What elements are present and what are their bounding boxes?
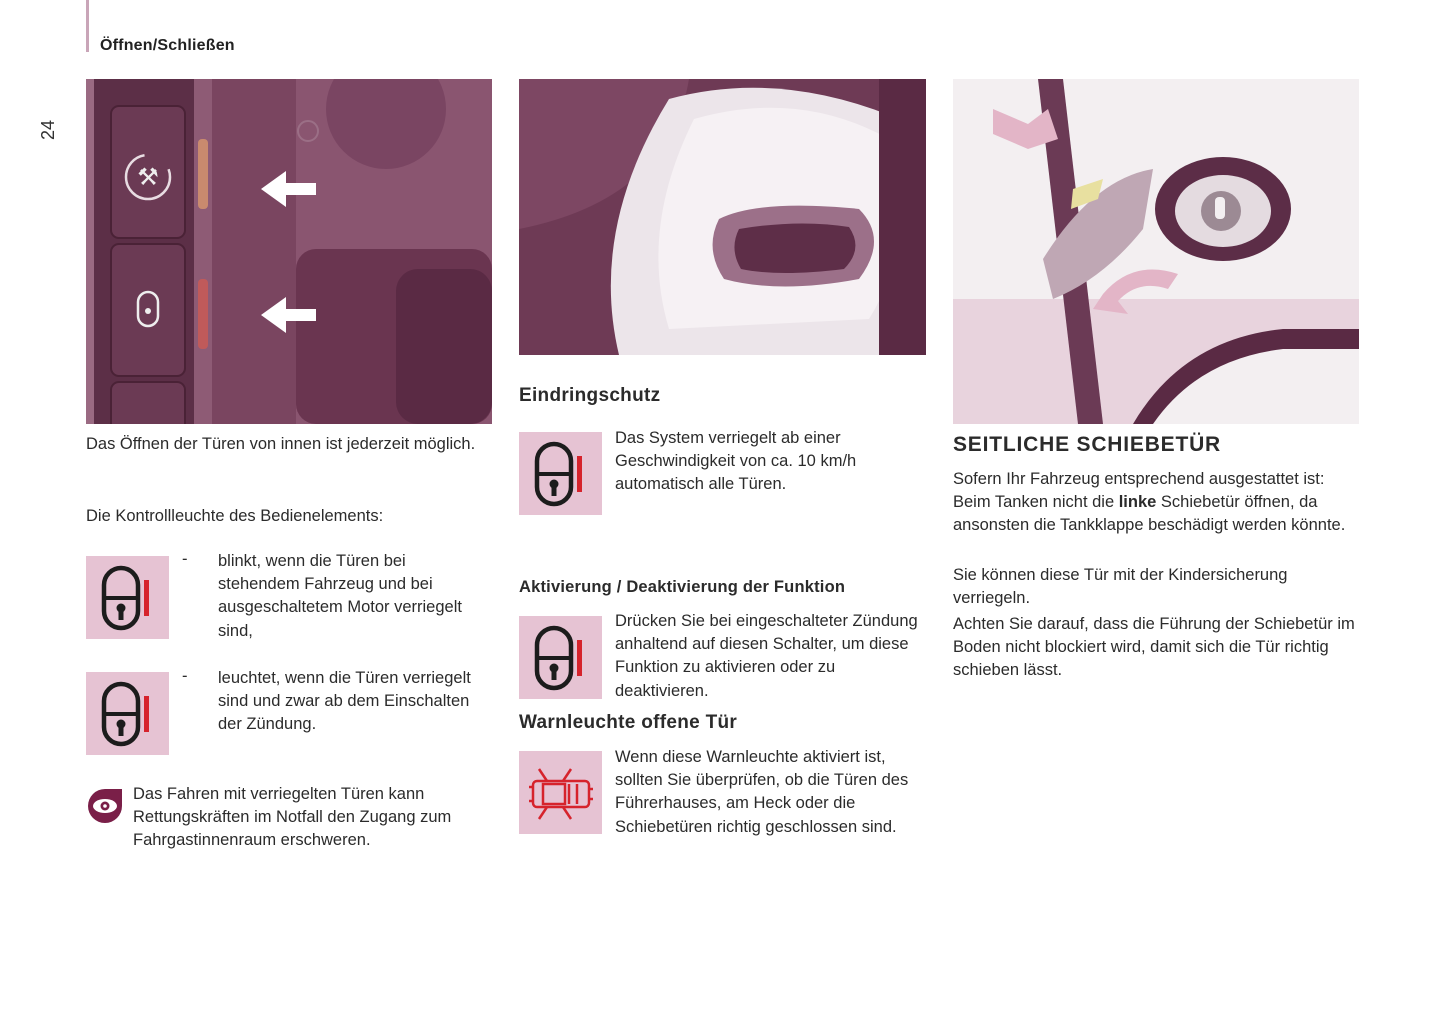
- page-number: 24: [38, 119, 58, 140]
- svg-text:⚒: ⚒: [137, 163, 159, 191]
- aktivierung-text: Drücken Sie bei eingeschalteter Zündung anhaltend auf diesen Schalter, um diese Funktion zu aktivieren oder zu deaktivieren.: [615, 612, 918, 700]
- switch-panel-photo: [86, 79, 492, 424]
- indicator-label: Die Kontrollleuchte des Bedienelements:: [86, 507, 384, 525]
- header-rule: [86, 0, 89, 52]
- tanken-text-end: Schiebetür öffnen, da ansonsten die Tankklappe beschädigt werden könnte.: [953, 493, 1346, 535]
- door-lock-icon: [86, 672, 169, 755]
- warning-note: Das Fahren mit verriegelten Türen kann Rettungskräften im Notfall den Zugang zum Fahrgastinnenraum erschweren.: [133, 785, 452, 850]
- lock-indicator-box: [519, 616, 602, 699]
- fuehrung-paragraph: Achten Sie darauf, dass die Führung der Schiebetür im Boden nicht blockiert wird, damit sich die Tür richtig schieben lässt.: [953, 615, 1355, 680]
- warnleuchte-text: Wenn diese Warnleuchte aktiviert ist, sollten Sie überprüfen, ob die Türen des Führerhauses, am Heck oder die Schiebetüren richtig geschlossen sind.: [615, 748, 909, 836]
- blink-description: blinkt, wenn die Türen bei stehendem Fahrzeug und bei ausgeschaltetem Motor verriegelt sind,: [218, 552, 462, 640]
- lit-description: leuchtet, wenn die Türen verriegelt sind und zwar ab dem Einschalten der Zündung.: [218, 669, 471, 734]
- list-dash: -: [182, 550, 188, 568]
- door-warning-box: [519, 751, 602, 834]
- door-lock-icon: [86, 556, 169, 639]
- kindersicherung-paragraph: Sie können diese Tür mit der Kindersicherung verriegeln.: [953, 566, 1288, 608]
- door-lock-icon: [519, 616, 602, 699]
- heading-eindringschutz: Eindringschutz: [519, 385, 661, 406]
- lock-indicator-box: [519, 432, 602, 515]
- lock-indicator-box: [86, 556, 169, 639]
- door-handle-photo: [519, 79, 926, 355]
- tanken-paragraph: [953, 468, 1358, 538]
- tanken-text-start: Sofern Ihr Fahrzeug entsprechend ausgestattet ist: Beim Tanken nicht die: [953, 470, 1325, 512]
- eindringschutz-text: Das System verriegelt ab einer Geschwindigkeit von ca. 10 km/h automatisch alle Türen.: [615, 429, 857, 494]
- sliding-door-photo: [953, 79, 1359, 424]
- intro-paragraph: Das Öffnen der Türen von innen ist jederzeit möglich.: [86, 435, 476, 453]
- list-dash: -: [182, 667, 188, 685]
- heading-aktivierung: Aktivierung / Deaktivierung der Funktion: [519, 578, 846, 596]
- eye-icon: [86, 787, 124, 825]
- open-door-car-icon: [519, 751, 602, 834]
- door-lock-icon: [519, 432, 602, 515]
- tanken-text-bold: linke: [1118, 493, 1157, 512]
- lock-indicator-box: [86, 672, 169, 755]
- section-title: Öffnen/Schließen: [100, 37, 235, 54]
- heading-schiebetuer: SEITLICHE SCHIEBETÜR: [953, 433, 1222, 456]
- heading-warnleuchte: Warnleuchte offene Tür: [519, 712, 738, 733]
